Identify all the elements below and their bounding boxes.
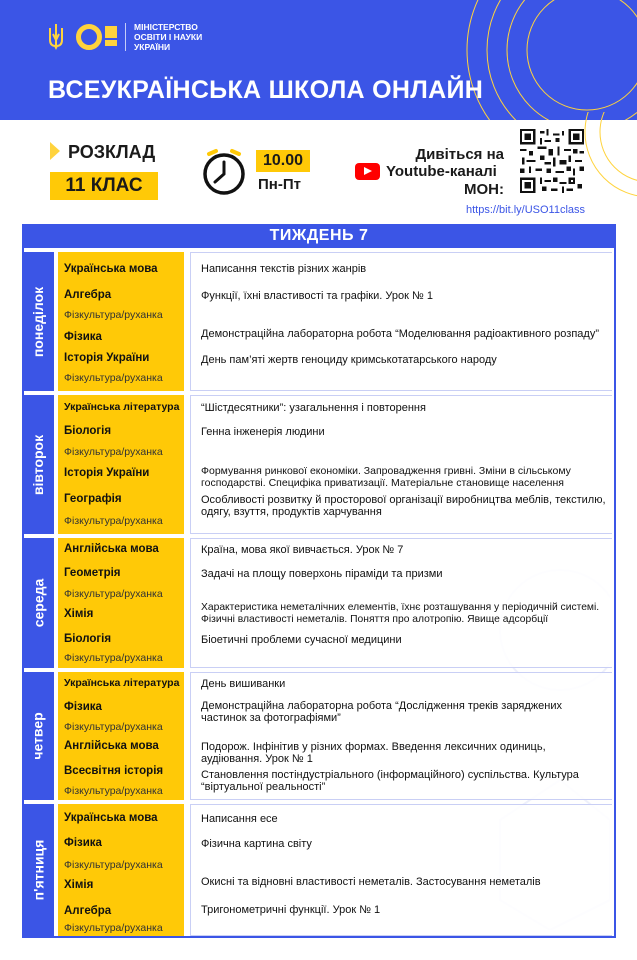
subjects-column [58, 538, 184, 668]
day-name: п'ятниця [30, 839, 46, 901]
topics-column [190, 252, 612, 391]
subject-name-pe: Фізкультура/руханка [64, 372, 163, 384]
youtube-row [355, 163, 497, 180]
subject-name: Географія [64, 493, 122, 505]
lesson-topic: Подорож. Інфінітив у різних формах. Введення лексичних одиниць, аудіювання. Урок № 1 [201, 741, 546, 765]
subject-name-pe: Фізкультура/руханка [64, 652, 163, 664]
subject-name: Історія України [64, 467, 150, 479]
watch-text-1: Дивіться на [415, 146, 504, 163]
subject-name: Алгебра [64, 905, 112, 917]
qr-code-icon[interactable] [520, 129, 584, 193]
lesson-topic: Особливості розвитку й просторової організації виробництва меблів, текстилю, одягу, взуття, продуктів харчування [201, 494, 606, 518]
day-block-tuesday [22, 391, 616, 534]
ministry-logo [48, 22, 202, 52]
subject-name: Алгебра [64, 289, 112, 301]
grade-badge: 11 КЛАС [50, 172, 158, 200]
subjects-column [58, 395, 184, 534]
subject-name: Біологія [64, 633, 112, 645]
day-block-monday [22, 248, 616, 391]
subject-name-pe: Фізкультура/руханка [64, 309, 163, 321]
subject-name: Всесвітня історія [64, 765, 164, 777]
page-title: ВСЕУКРАЇНСЬКА ШКОЛА ОНЛАЙН [48, 76, 484, 104]
arrow-icon [50, 142, 60, 160]
lesson-topic: Фізична картина світу [201, 838, 312, 850]
ministry-line-2: ОСВІТИ І НАУКИ [134, 32, 203, 42]
subject-name: Англійська мова [64, 543, 159, 555]
grid-bottom-border [22, 936, 616, 938]
logo-divider [125, 23, 126, 51]
youtube-icon [355, 163, 380, 180]
ministry-line-3: УКРАЇНИ [134, 42, 171, 52]
subject-name: Фізика [64, 837, 102, 849]
watch-text-3: МОН: [464, 181, 504, 198]
subject-name: Українська мова [64, 263, 158, 275]
lesson-topic: Демонстраційна лабораторна робота “Дослідження треків заряджених частинок за фотографіями” [201, 700, 563, 724]
lesson-topic: Тригонометричні функції. Урок № 1 [201, 904, 381, 916]
subject-name: Англійська мова [64, 740, 159, 752]
ministry-name [134, 22, 202, 52]
day-name: понеділок [30, 286, 47, 357]
lesson-topic: Функції, їхні властивості та графіки. Урок № 1 [201, 290, 433, 302]
lesson-topic: Генна інженерія людини [201, 426, 325, 438]
mon-logo-icon [76, 24, 117, 50]
day-name: четвер [30, 712, 47, 760]
lesson-topic: Країна, мова якої вивчається. Урок № 7 [201, 544, 404, 556]
subject-name: Історія України [64, 352, 150, 364]
topics-column [190, 538, 612, 668]
day-label-wednesday [22, 538, 54, 668]
week-title: ТИЖДЕНЬ 7 [22, 224, 616, 248]
lesson-topic: Задачі на площу поверхонь піраміди та призми [201, 568, 443, 580]
day-block-friday [22, 800, 616, 936]
topics-column [190, 672, 612, 800]
subject-name: Українська мова [64, 812, 158, 824]
day-label-friday [22, 804, 54, 936]
time-badge: 10.00 [256, 150, 310, 172]
subject-name: Геометрія [64, 567, 121, 579]
lesson-topic: Формування ринкової економіки. Запровадження гривні. Зміни в сільському господарстві. Специфіка приватизації. Матеріальне становище населення [201, 465, 571, 489]
subject-name: Українська література [64, 677, 180, 689]
trident-icon [48, 24, 64, 50]
lesson-topic: Характеристика неметалічних елементів, їхнє розташування у періодичній системі. Фізичні властивості неметалів. Поняття про алотропію. Явище адсорбції [201, 602, 600, 625]
day-label-tuesday [22, 395, 54, 534]
subjects-column [58, 804, 184, 936]
lesson-topic: Написання текстів різних жанрів [201, 263, 367, 275]
topics-column [190, 804, 612, 936]
header-banner [0, 0, 637, 120]
lesson-topic: “Шістдесятники”: узагальнення і повторення [201, 402, 426, 414]
day-block-thursday [22, 668, 616, 800]
youtube-label: Youtube-каналі [386, 163, 497, 180]
day-label-monday [22, 252, 54, 391]
lesson-topic: Становлення постіндустріального (інформаційного) суспільства. Культура “віртуальної реальності” [201, 769, 579, 793]
subject-name: Хімія [64, 608, 94, 620]
lesson-topic: Окисні та відновні властивості неметалів. Застосування неметалів [201, 876, 541, 888]
subject-name-pe: Фізкультура/руханка [64, 721, 163, 733]
subjects-column [58, 672, 184, 800]
lesson-topic: День вишиванки [201, 678, 286, 690]
schedule-label: РОЗКЛАД [68, 142, 156, 162]
lesson-topic: Біоетичні проблеми сучасної медицини [201, 634, 402, 646]
topics-column [190, 395, 612, 534]
subject-name-pe: Фізкультура/руханка [64, 515, 163, 527]
day-name: середа [30, 578, 46, 628]
subject-name-pe: Фізкультура/руханка [64, 785, 163, 797]
subject-name-pe: Фізкультура/руханка [64, 859, 163, 871]
subject-name: Українська література [64, 401, 180, 413]
weekdays-label: Пн-Пт [258, 176, 301, 193]
subject-name-pe: Фізкультура/руханка [64, 588, 163, 600]
lesson-topic: Написання есе [201, 813, 278, 825]
subject-name: Фізика [64, 701, 102, 713]
subject-name-pe: Фізкультура/руханка [64, 446, 163, 458]
subject-name: Фізика [64, 331, 102, 343]
youtube-url-link[interactable]: https://bit.ly/USO11class [466, 204, 586, 216]
subjects-column [58, 252, 184, 391]
subject-name: Хімія [64, 879, 94, 891]
day-label-thursday [22, 672, 54, 800]
lesson-topic: Демонстраційна лабораторна робота “Моделювання радіоактивного розпаду” [201, 328, 599, 340]
clock-icon [200, 148, 248, 196]
lesson-topic: День пам’яті жертв геноциду кримськотатарського народу [201, 354, 497, 366]
subject-name: Біологія [64, 425, 112, 437]
ministry-line-1: МІНІСТЕРСТВО [134, 22, 198, 32]
day-block-wednesday [22, 534, 616, 668]
day-name: вівторок [30, 434, 47, 495]
subject-name-pe: Фізкультура/руханка [64, 922, 163, 934]
